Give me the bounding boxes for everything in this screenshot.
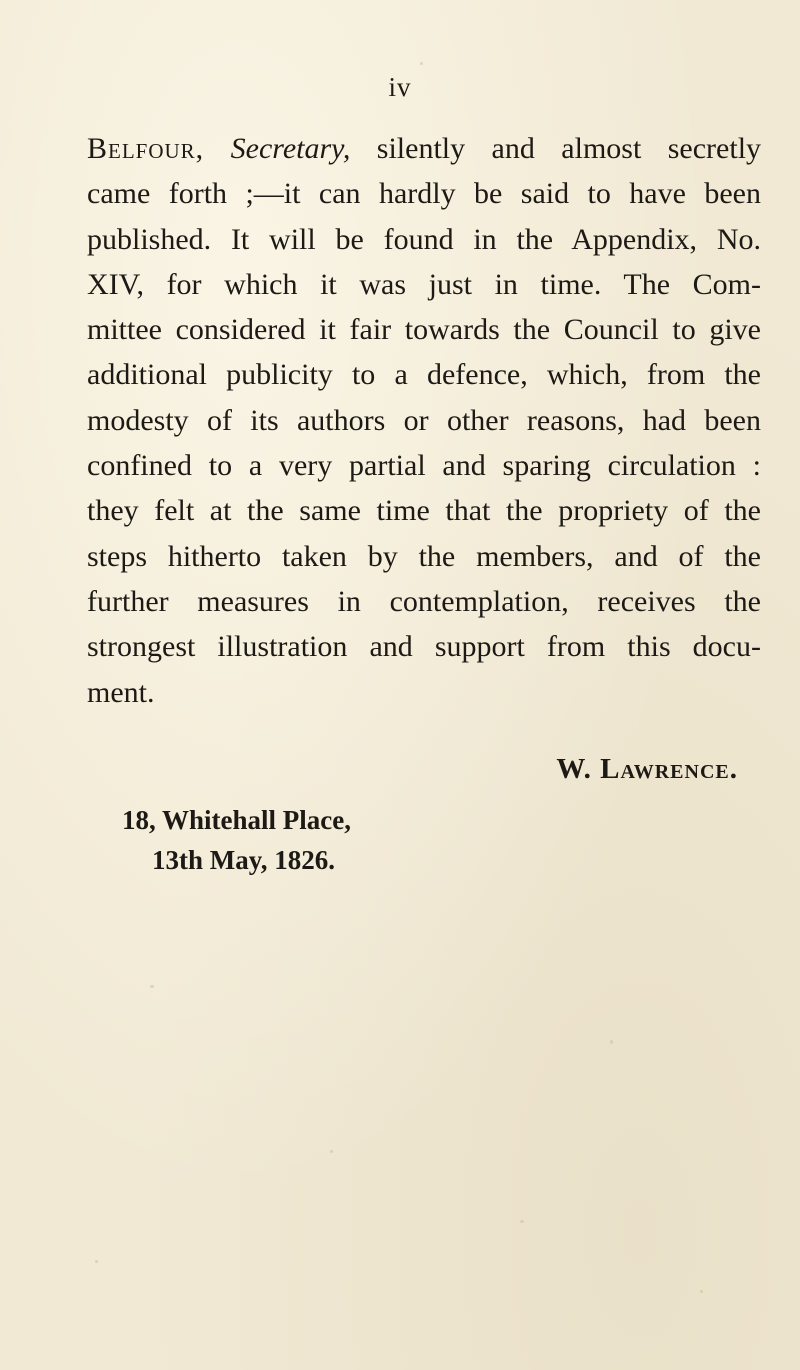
page-number: iv — [388, 72, 412, 102]
text-line: additional publicity to a defence, which, from the — [87, 358, 761, 392]
text-line: steps hitherto taken by the members, and of the — [87, 539, 761, 573]
address-street: 18, Whitehall Place, — [122, 805, 351, 835]
text-line: modesty of its authors or other reasons, had been — [87, 403, 761, 437]
paper-speck — [700, 1290, 703, 1293]
text-line: they felt at the same time that the propriety of the — [87, 494, 761, 528]
text-line: came forth ;—it can hardly be said to have been — [87, 177, 761, 211]
paper-speck — [420, 62, 423, 65]
address-block — [122, 800, 351, 880]
paper-speck — [150, 985, 154, 988]
text-line — [87, 126, 761, 171]
text-line: further measures in contemplation, receives the — [87, 584, 761, 618]
paper-speck — [520, 1220, 524, 1223]
text-line-content: silently and almost secretly — [376, 132, 762, 165]
text-line: strongest illustration and support from this docu- — [87, 630, 761, 664]
text-line: mittee considered it fair towards the Council to give — [87, 313, 761, 347]
text-line: XIV, for which it was just in time. The Com- — [87, 267, 761, 301]
paper-speck — [610, 1040, 613, 1044]
text-line: ment. — [87, 675, 155, 709]
title-secretary: Secretary, — [230, 132, 351, 165]
name-belfour: Belfour, — [87, 132, 205, 165]
text-line: published. It will be found in the Appendix, No. — [87, 222, 761, 256]
address-date: 13th May, 1826. — [152, 845, 336, 875]
paper-speck — [330, 1150, 333, 1153]
body-paragraph — [87, 126, 761, 715]
text-line: confined to a very partial and sparing circulation : — [87, 449, 761, 483]
paper-speck — [95, 1260, 98, 1263]
signature: W. Lawrence. — [556, 753, 738, 785]
